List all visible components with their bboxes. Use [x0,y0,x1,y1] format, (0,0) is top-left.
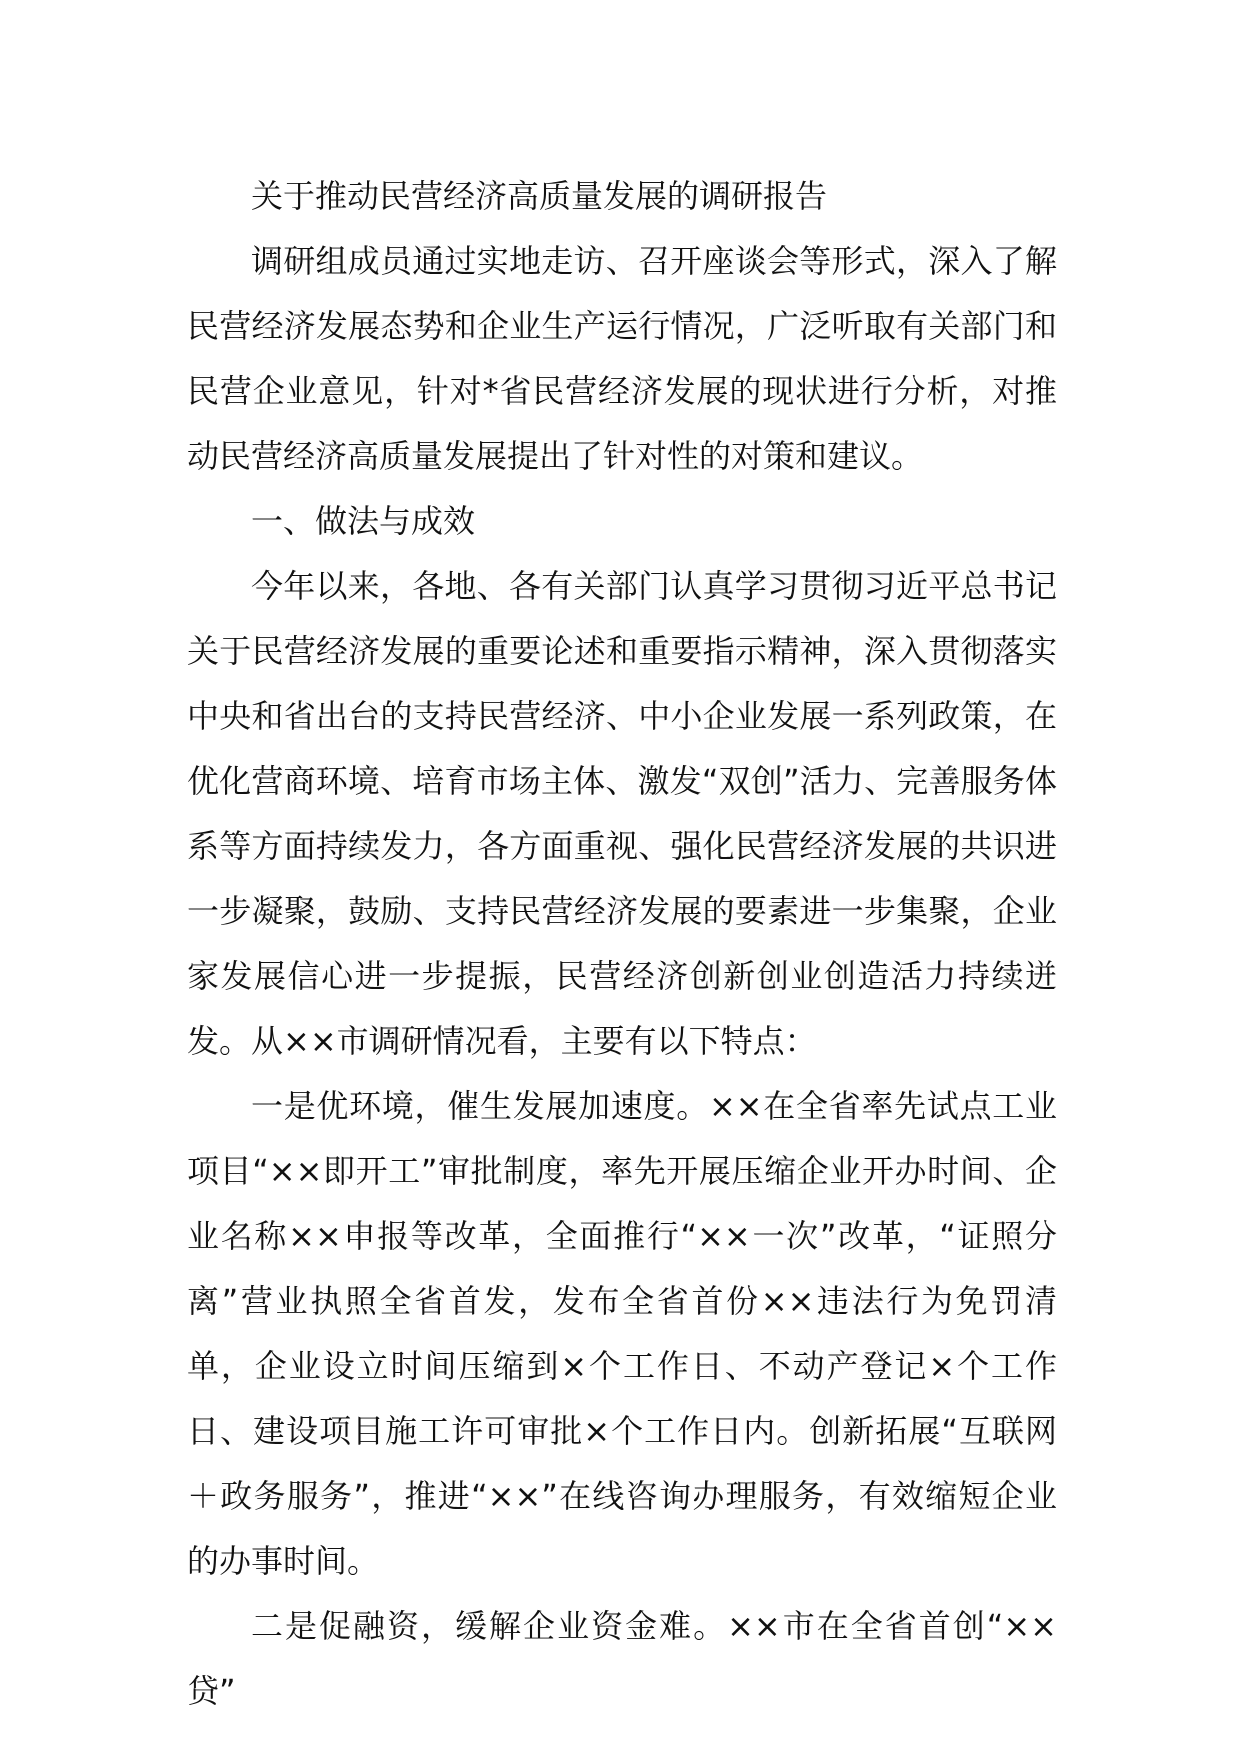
paragraph-intro: 调研组成员通过实地走访、召开座谈会等形式，深入了解民营经济发展态势和企业生产运行情况，广泛听取有关部门和民营企业意见，针对*省民营经济发展的现状进行分析，对推动民营经济高质量发展提出了针对性的对策和建议。 [187,242,1057,475]
paragraph-point-1: 一是优环境，催生发展加速度。××在全省率先试点工业项目“××即开工”审批制度，率先开展压缩企业开办时间、企业名称××申报等改革，全面推行“××一次”改革，“证照分离”营业执照全省首发，发布全省首份××违法行为免罚清单，企业设立时间压缩到×个工作日、不动产登记×个工作日、建设项目施工许可审批×个工作日内。创新拓展“互联网＋政务服务”，推进“××”在线咨询办理服务，有效缩短企业的办事时间。 [187,1087,1057,1580]
paragraph-point-2: 二是促融资，缓解企业资金难。××市在全省首创“××贷” [187,1607,1057,1710]
paragraph-overview: 今年以来，各地、各有关部门认真学习贯彻习近平总书记关于民营经济发展的重要论述和重要指示精神，深入贯彻落实中央和省出台的支持民营经济、中小企业发展一系列政策，在优化营商环境、培育市场主体、激发“双创”活力、完善服务体系等方面持续发力，各方面重视、强化民营经济发展的共识进一步凝聚，鼓励、支持民营经济发展的要素进一步集聚，企业家发展信心进一步提振，民营经济创新创业创造活力持续迸发。从××市调研情况看，主要有以下特点： [187,567,1057,1060]
section-heading-1: 一、做法与成效 [251,502,476,540]
document-body [187,164,1057,1724]
document-title: 关于推动民营经济高质量发展的调研报告 [251,177,828,215]
